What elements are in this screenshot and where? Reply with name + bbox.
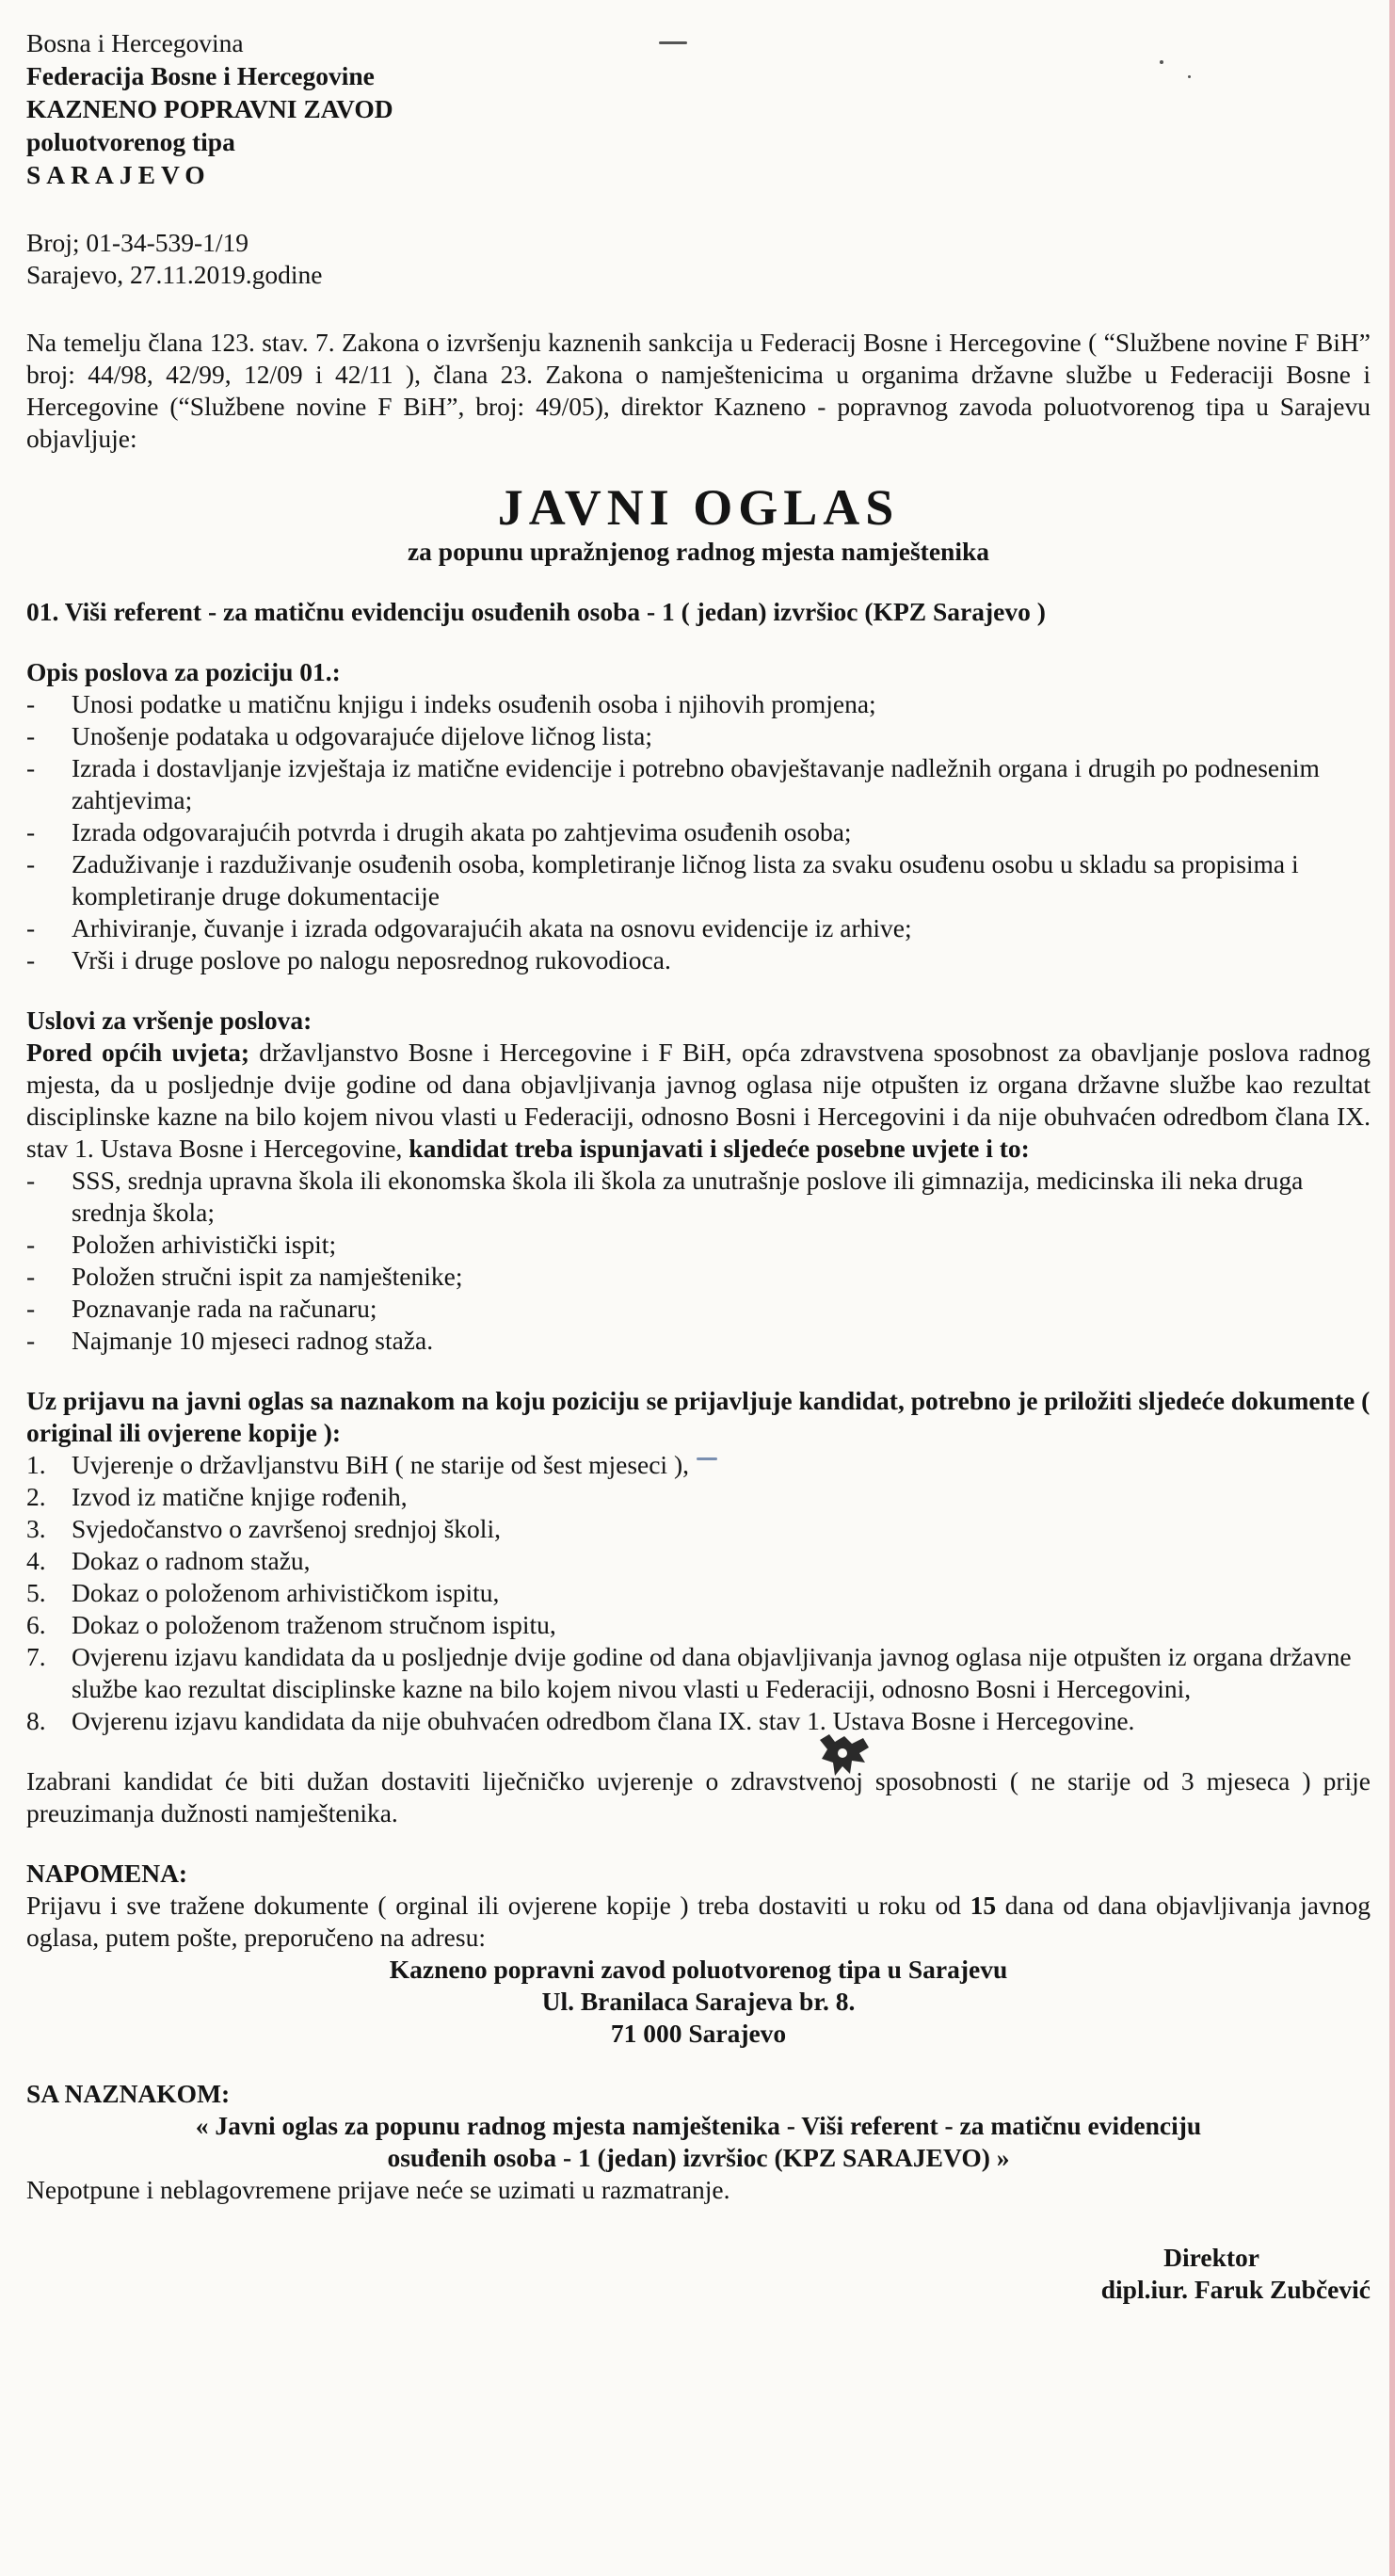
position-title: 01. Viši referent - za matičnu evidenciju osuđenih osoba - 1 ( jedan) izvršioc (KPZ Sarajevo ) (26, 597, 1046, 626)
list-item: 6. Dokaz o položenom traženom stručnom ispitu, (26, 1610, 556, 1639)
napomena-text-after: dana od dana objavljivanja javnog oglasa, putem pošte, preporučeno na adresu: (26, 1891, 1371, 1952)
conditions-paragraph (26, 1037, 1371, 1165)
duties-list (26, 688, 1371, 976)
list-item: - SSS, srednja upravna škola ili ekonomska škola ili škola za unutrašnje poslove ili gimnazija, medicinska ili neka druga srednja škola; (26, 1166, 1304, 1227)
letterhead-country: Bosna i Hercegovina (26, 28, 244, 57)
signature-block (26, 2242, 1371, 2306)
conditions-heading: Uslovi za vršenje poslova: (26, 1006, 313, 1035)
conditions-special-lead: kandidat treba ispunjavati i sljedeće posebne uvjete i to: (409, 1134, 1030, 1163)
address-line-2: Ul. Branilaca Sarajeva br. 8. (541, 1987, 856, 2016)
conditions-general-lead: Pored općih uvjeta; (26, 1038, 249, 1067)
list-item: - Zaduživanje i razduživanje osuđenih osoba, kompletiranje ličnog lista za svaku osuđenu osobu u skladu sa propisima i kompletiranje druge dokumentacije (26, 849, 1299, 910)
list-item: - Položen stručni ispit za namještenike; (26, 1262, 463, 1291)
address-line-1: Kazneno popravni zavod poluotvorenog tipa u Sarajevu (389, 1955, 1008, 1984)
letterhead-city: SARAJEVO (26, 160, 211, 189)
list-item: - Položen arhivistički ispit; (26, 1230, 337, 1259)
list-item: - Izrada odgovarajućih potvrda i drugih akata po zahtjevima osuđenih osoba; (26, 817, 852, 846)
list-item: 8. Ovjerenu izjavu kandidata da nije obuhvaćen odredbom člana IX. stav 1. Ustava Bosne i Hercegovine. (26, 1706, 1135, 1735)
conditions-general-text: državljanstvo Bosne i Hercegovine i F BiH, opća zdravstvena sposobnost za obavljanje poslova radnog mjesta, da u posljednje dvije godine od dana objavljivanja javnog oglasa nije otpušten iz organa državne službe kao rezultat disciplinske kazne na bilo kojem nivou vlasti u Federaciji, odnosno Bosni i Hercegovini i da nije obuhvaćen odredbom člana IX. stav 1. Ustava Bosne i Hercegovine, (26, 1038, 1371, 1163)
napomena-days: 15 (970, 1891, 997, 1920)
duties-heading: Opis poslova za poziciju 01.: (26, 657, 341, 686)
list-item: 2. Izvod iz matične knjige rođenih, (26, 1482, 408, 1511)
letterhead-institution: KAZNENO POPRAVNI ZAVOD (26, 94, 393, 123)
intro-paragraph: Na temelju člana 123. stav. 7. Zakona o izvršenju kaznenih sankcija u Federacij Bosne i Hercegovine ( “Službene novine F BiH” broj: 44/98, 42/99, 12/09 i 42/11 ), člana 23. Zakona o namještenicima u organima državne službe u Federaciji Bosne i Hercegovine (“Službene novine F BiH”, broj: 49/05), direktor Kazneno - popravnog zavoda poluotvorenog tipa u Sarajevu objavljuje: (26, 328, 1371, 453)
naznaka-heading: SA NAZNAKOM: (26, 2079, 231, 2108)
reference-block (26, 227, 1371, 291)
list-item: - Vrši i druge poslove po nalogu neposrednog rukovodioca. (26, 945, 671, 974)
letterhead-type: poluotvorenog tipa (26, 127, 235, 156)
napomena-text-before: Prijavu i sve tražene dokumente ( orginal ili ovjerene kopije ) treba dostaviti u roku od (26, 1891, 970, 1920)
documents-heading: Uz prijavu na javni oglas sa naznakom na koju poziciju se prijavljuje kandidat, potrebno je priložiti sljedeće dokumente ( original ili ovjerene kopije ): (26, 1386, 1371, 1447)
naznaka-footer: Nepotpune i neblagovremene prijave neće se uzimati u razmatranje. (26, 2175, 730, 2204)
documents-list (26, 1449, 1371, 1737)
list-item: 7. Ovjerenu izjavu kandidata da u posljednje dvije godine od dana objavljivanja javnog oglasa nije otpušten iz organa državne službe kao rezultat disciplinske kazne na bilo kojem nivou vlasti u Federaciji, odnosno Bosni i Hercegovini, (26, 1642, 1352, 1703)
naznaka-line-1: « Javni oglas za popunu radnog mjesta namještenika - Viši referent - za matičnu evidenciju (195, 2111, 1202, 2140)
document-subtitle: za popunu upražnjenog radnog mjesta namještenika (407, 537, 990, 566)
list-item: 3. Svjedočanstvo o završenoj srednjoj školi, (26, 1514, 501, 1543)
napomena-paragraph (26, 1890, 1371, 1954)
medical-note: Izabrani kandidat će biti dužan dostaviti liječničko uvjerenje o zdravstvenoj sposobnosti ( ne starije od 3 mjeseca ) prije preuzimanja dužnosti namještenika. (26, 1766, 1371, 1827)
reference-number: Broj; 01-34-539-1/19 (26, 228, 249, 257)
letterhead (26, 26, 1371, 191)
signature-name: dipl.iur. Faruk Zubčević (1100, 2275, 1371, 2304)
list-item: 5. Dokaz o položenom arhivističkom ispitu, (26, 1578, 500, 1607)
signature-title: Direktor (1163, 2243, 1259, 2272)
napomena-heading: NAPOMENA: (26, 1859, 188, 1888)
list-item: - Poznavanje rada na računaru; (26, 1294, 377, 1323)
letterhead-federation: Federacija Bosne i Hercegovine (26, 61, 375, 90)
reference-place-date: Sarajevo, 27.11.2019.godine (26, 260, 323, 289)
list-item: 1. Uvjerenje o državljanstvu BiH ( ne starije od šest mjeseci ), (26, 1450, 689, 1479)
naznaka-line-2: osuđenih osoba - 1 (jedan) izvršioc (KPZ SARAJEVO) » (387, 2143, 1010, 2172)
list-item: - Izrada i dostavljanje izvještaja iz matične evidencije i potrebno obavještavanje nadležnih organa i drugih po podnesenim zahtjevima; (26, 753, 1320, 814)
list-item: - Unošenje podataka u odgovarajuće dijelove ličnog lista; (26, 721, 653, 750)
list-item: - Arhiviranje, čuvanje i izrada odgovarajućih akata na osnovu evidencije iz arhive; (26, 913, 912, 942)
list-item: 4. Dokaz o radnom stažu, (26, 1546, 311, 1575)
list-item: - Unosi podatke u matičnu knjigu i indeks osuđenih osoba i njihovih promjena; (26, 689, 876, 718)
conditions-list (26, 1165, 1371, 1357)
document-content (26, 26, 1371, 2306)
list-item: - Najmanje 10 mjeseci radnog staža. (26, 1326, 434, 1355)
address-line-3: 71 000 Sarajevo (610, 2019, 787, 2048)
document-title: JAVNI OGLAS (497, 479, 900, 536)
